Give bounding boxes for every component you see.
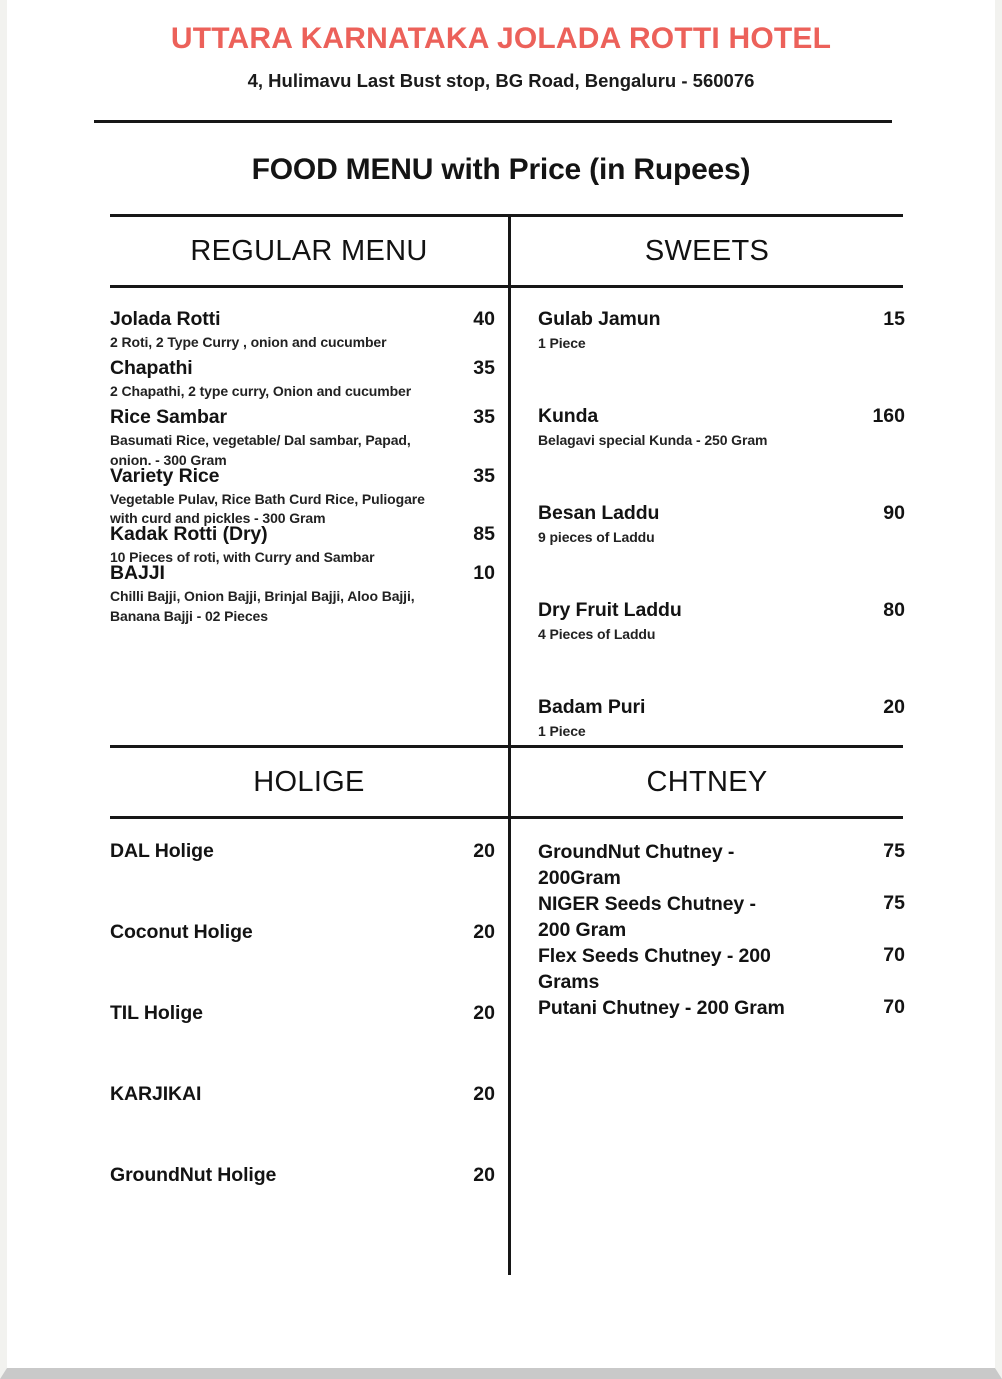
menu-item-header: [110, 840, 495, 863]
menu-item-price: 20: [473, 1083, 495, 1105]
menu-item-name: Kadak Rotti (Dry): [110, 523, 268, 546]
section-title-holige: HOLIGE: [253, 766, 365, 798]
menu-item: [538, 599, 905, 645]
menu-heading: FOOD MENU with Price (in Rupees): [251, 153, 751, 186]
menu-column-regular: [110, 308, 495, 627]
menu-item-header: [110, 357, 495, 380]
menu-item: [538, 996, 905, 1022]
menu-item-description: 2 Chapathi, 2 type curry, Onion and cucumber: [110, 382, 412, 399]
menu-item-name: Kunda: [538, 404, 599, 427]
menu-item-header: [538, 892, 905, 944]
section-title-chtney: CHTNEY: [646, 766, 768, 798]
menu-item: [538, 405, 905, 451]
menu-item-description: Belagavi special Kunda - 250 Gram: [538, 431, 768, 448]
menu-item-header: [538, 996, 905, 1022]
menu-item-header: [538, 405, 905, 428]
menu-item-name: Coconut Holige: [110, 921, 253, 943]
section-title-regular-menu: REGULAR MENU: [190, 235, 428, 267]
menu-item-description: Basumati Rice, vegetable/ Dal sambar, Papad, onion. - 300 Gram: [110, 431, 411, 468]
menu-item-name: Jolada Rotti: [110, 308, 221, 330]
menu-item-price: 10: [473, 562, 495, 585]
menu-item-header: [538, 944, 905, 996]
menu-item-name: Dry Fruit Laddu: [538, 598, 682, 621]
menu-item-header: [110, 465, 495, 488]
menu-item: [538, 696, 905, 742]
menu-item-price: 35: [473, 405, 495, 428]
menu-item-price: 20: [473, 840, 495, 862]
menu-item-description: 9 pieces of Laddu: [538, 528, 655, 545]
menu-item-price: 160: [872, 404, 905, 427]
menu-item: [110, 562, 495, 627]
menu-item: [538, 892, 905, 944]
menu-item-name: Putani Chutney - 200 Gram: [538, 996, 785, 1019]
menu-item-description: 2 Roti, 2 Type Curry , onion and cucumber: [110, 334, 387, 350]
menu-column-chtney: [538, 840, 905, 1021]
menu-column-sweets: [538, 308, 905, 792]
menu-item-name: Rice Sambar: [110, 405, 228, 428]
menu-item-price: 75: [883, 840, 905, 862]
menu-item-name: Flex Seeds Chutney - 200 Grams: [538, 944, 771, 993]
menu-item: [538, 840, 905, 892]
menu-item: [538, 308, 905, 354]
header-divider: [94, 120, 892, 123]
menu-item-header: [538, 696, 905, 719]
menu-item-description: Chilli Bajji, Onion Bajji, Brinjal Bajji, Aloo Bajji, Banana Bajji - 02 Pieces: [110, 588, 415, 624]
menu-item-price: 20: [473, 1002, 495, 1024]
menu-item-name: GroundNut Chutney - 200Gram: [538, 841, 735, 889]
menu-item-name: Besan Laddu: [538, 501, 660, 524]
menu-item-price: 80: [883, 598, 905, 621]
menu-item: [110, 1002, 495, 1025]
menu-item: [110, 308, 495, 353]
menu-item-name: DAL Holige: [110, 840, 214, 862]
menu-item-description: Vegetable Pulav, Rice Bath Curd Rice, Puliogare with curd and pickles - 300 Gram: [110, 490, 425, 527]
menu-item-price: 20: [473, 921, 495, 943]
menu-item-price: 40: [473, 308, 495, 330]
menu-item-header: [538, 599, 905, 622]
restaurant-address: 4, Hulimavu Last Bust stop, BG Road, Bengaluru - 560076: [247, 70, 755, 91]
section-rule-top: [110, 214, 903, 217]
menu-item-header: [538, 308, 905, 331]
menu-item-price: 20: [473, 1164, 495, 1186]
menu-item-name: TIL Holige: [110, 1002, 203, 1024]
menu-item: [110, 465, 495, 530]
menu-item-name: Variety Rice: [110, 464, 220, 487]
menu-item-header: [110, 1002, 495, 1025]
menu-item-price: 15: [883, 308, 905, 330]
section-rule-under-mid-titles: [110, 816, 903, 819]
menu-item-header: [538, 840, 905, 892]
menu-item: [110, 840, 495, 863]
menu-item-header: [110, 562, 495, 585]
menu-item-name: BAJJI: [110, 562, 165, 585]
menu-item-header: [110, 406, 495, 429]
menu-item-price: 35: [473, 356, 495, 379]
section-rule-under-titles: [110, 285, 903, 288]
menu-item-price: 35: [473, 464, 495, 487]
menu-item-name: Chapathi: [110, 356, 193, 379]
menu-item-price: 70: [883, 995, 905, 1018]
menu-item-description: 10 Pieces of roti, with Curry and Sambar: [110, 549, 375, 566]
menu-item-header: [110, 523, 495, 546]
menu-item-price: 85: [473, 523, 495, 546]
restaurant-name: UTTARA KARNATAKA JOLADA ROTTI HOTEL: [170, 22, 832, 55]
menu-item-header: [110, 1164, 495, 1187]
column-divider: [508, 214, 511, 1275]
menu-item-name: GroundNut Holige: [110, 1164, 277, 1186]
menu-item: [110, 357, 495, 402]
menu-item-description: 1 Piece: [538, 722, 586, 739]
menu-item-name: Badam Puri: [538, 695, 646, 718]
menu-item-header: [110, 921, 495, 944]
menu-item-price: 90: [883, 501, 905, 524]
menu-item: [110, 406, 495, 471]
menu-item-name: KARJIKAI: [110, 1083, 202, 1105]
menu-item: [110, 1083, 495, 1106]
menu-item: [538, 944, 905, 996]
menu-item: [110, 921, 495, 944]
menu-item-name: NIGER Seeds Chutney - 200 Gram: [538, 892, 756, 941]
menu-item-header: [110, 308, 495, 331]
menu-item: [538, 502, 905, 548]
menu-item-price: 20: [883, 695, 905, 718]
menu-column-holige: [110, 840, 495, 1245]
menu-item-header: [110, 1083, 495, 1106]
menu-item-price: 70: [883, 943, 905, 966]
menu-item-description: 1 Piece: [538, 335, 586, 351]
menu-item: [110, 1164, 495, 1187]
menu-item-name: Gulab Jamun: [538, 308, 661, 330]
section-title-sweets: SWEETS: [644, 235, 770, 267]
menu-item-description: 4 Pieces of Laddu: [538, 625, 656, 642]
menu-item-price: 75: [883, 891, 905, 914]
menu-item-header: [538, 502, 905, 525]
